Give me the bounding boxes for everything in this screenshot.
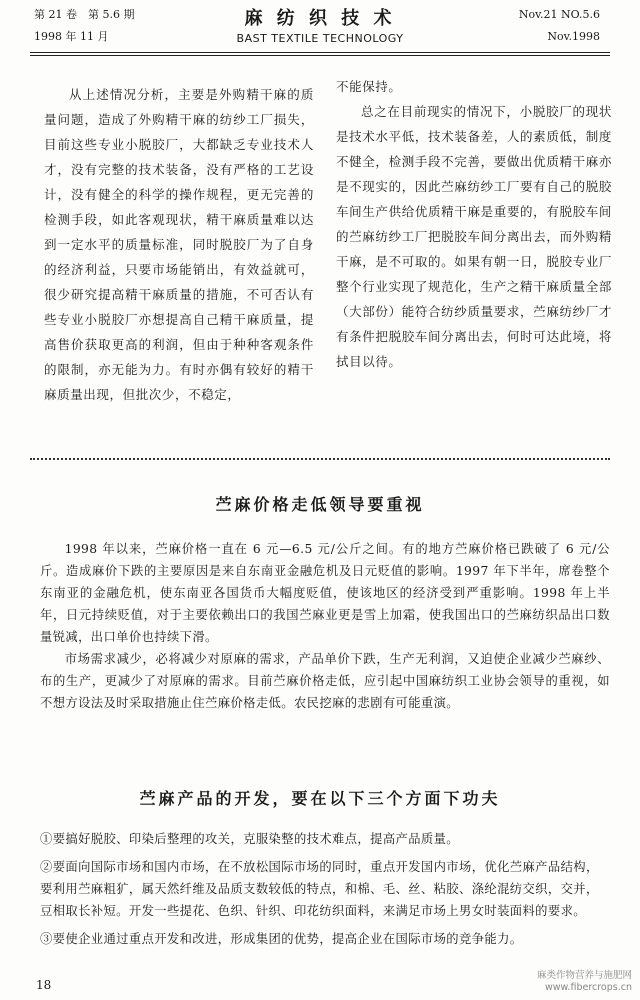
article1-left-column: [44, 82, 314, 407]
watermark-line: www.fibercrops.cn: [545, 982, 632, 993]
article3-list: [40, 828, 610, 956]
article1-paragraph: 从上述情况分析，主要是外购精干麻的质量问题，造成了外购精干麻的纺纱工厂损失，目前这些专业小脱胶厂，大都缺乏专业技术人才，没有完整的技术装备，没有严格的工艺设计，没有健全的科学的操作规程，更无完善的检测手段，如此客观现状，精干麻质量难以达到一定水平的质量标准，同时脱胶厂为了自身的经济利益，只要市场能销出，有效益就可，很少研究提高精干麻质量的措施，不可否认有些专业小脱胶厂亦想提高自己精干麻质量，提高售价获取更高的利润，但由于种种客观条件的限制，亦无能为力。有时亦偶有较好的精干麻质量出现，但批次少，不稳定，: [44, 87, 314, 402]
header-rule-thin: [30, 55, 610, 56]
article1-paragraph-continued: 不能保持。: [336, 79, 402, 94]
watermark-line: 麻类作物营养与施肥网: [536, 970, 632, 981]
watermark: [537, 970, 632, 994]
article2-paragraph: 市场需求减少，必将减少对原麻的需求，产品单价下跌，生产无利润，又迫使企业减少苎麻纱、布的生产，更减少了对原麻的需求。目前苎麻价格走低，应引起中国麻纺织工业协会领导的重视，如不想方设法及时采取措施止住苎麻价格走低。农民挖麻的悲剧有可能重演。: [40, 652, 610, 710]
article1-paragraph: 总之在目前现实的情况下，小脱胶厂的现状是技术水平低，技术装备差，人的素质低，制度不健全，检测手段不完善，要做出优质精干麻亦是不现实的，因此苎麻纺纱工厂要有自己的脱胶车间生产供给优质精干麻是重要的，有脱胶车间的苎麻纺纱工厂把脱胶车间分离出去，而外购精干麻，是不可取的。如果有朝一日，脱胶专业厂整个行业实现了规范化，生产之精干麻质量全部（大部份）能符合纺纱质量要求，苎麻纺纱厂才有条件把脱胶车间分离出去，何时可达此境，将拭目以待。: [336, 104, 612, 369]
article2-title: 苎麻价格走低领导要重视: [215, 495, 425, 514]
volume-issue-en: Nov.21 NO.5.6: [518, 8, 600, 21]
volume-issue: 第 21 卷 第 5.6 期: [34, 8, 135, 21]
header-rule: [30, 52, 610, 53]
list-item: ①要搞好脱胶、印染后整理的攻关，克服染整的技术难点，提高产品质量。: [40, 832, 459, 846]
list-item: ②要面向国际市场和国内市场，在不放松国际市场的同时，重点开发国内市场，优化苎麻产品结构，要利用苎麻粗犷，属天然纤维及品质支数较低的特点，和棉、毛、丝、粘胶、涤纶混纺交织，交并，豆相取长补短。开发一些提花、色织、针织、印花纺织面料，来满足市场上男女时装面料的要求。: [40, 860, 599, 918]
section-divider: [30, 458, 610, 460]
list-item: ③要使企业通过重点开发和改进，形成集团的优势，提高企业在国际市场的竞争能力。: [40, 932, 523, 946]
article2-paragraph: 1998 年以来，苎麻价格一直在 6 元—6.5 元/公斤之间。有的地方苎麻价格已跌破了 6 元/公斤。造成麻价下跌的主要原因是来自东南亚金融危机及日元贬值的影响。1997 年下半年，席卷整个东南亚的金融危机，使东南亚各国货币大幅度贬值，使该地区的经济受到严重影响。1998 年上半年，日元持续贬值，对于主要依赖出口的我国苎麻业更是雪上加霜，使我国出口的苎麻纺织品出口数量锐减，出口单价也持续下滑。: [40, 542, 610, 644]
journal-title-en: BAST TEXTILE TECHNOLOGY: [236, 32, 404, 45]
page-header: [0, 0, 640, 60]
article2-body: [40, 538, 610, 714]
publication-date: 1998 年 11 月: [34, 30, 109, 43]
article1-right-column: [336, 74, 612, 374]
article3-title: 苎麻产品的开发，要在以下三个方面下功夫: [139, 789, 501, 808]
page-number: 18: [36, 978, 52, 992]
publication-date-en: Nov.1998: [547, 30, 600, 43]
journal-title-cn: 麻 纺 织 技 术: [244, 8, 396, 29]
